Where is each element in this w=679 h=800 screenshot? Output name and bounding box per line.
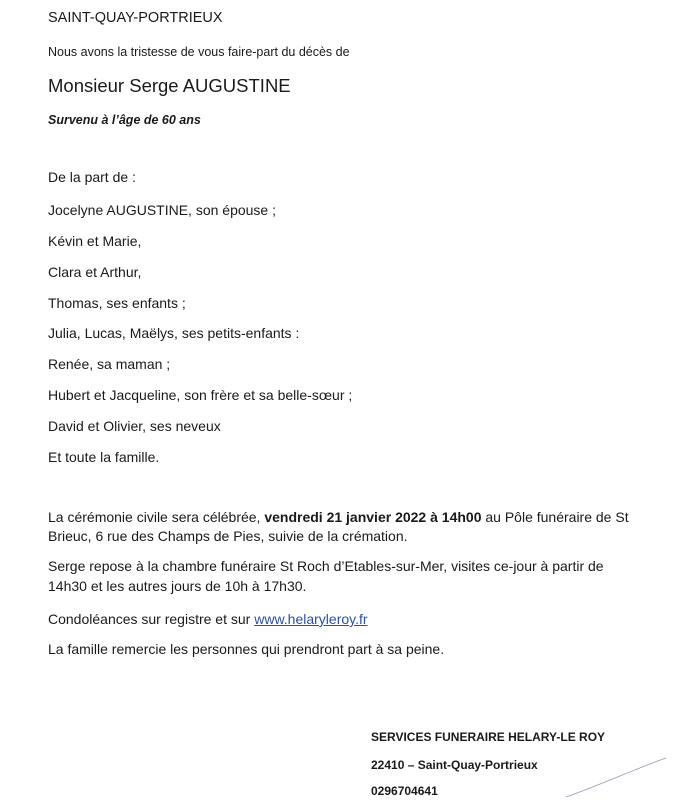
ceremony-suffix: au Pôle funéraire de St bbox=[481, 509, 629, 525]
family-heading: De la part de : bbox=[48, 169, 136, 185]
family-line: Clara et Arthur, bbox=[48, 264, 142, 280]
thanks-line: La famille remercie les personnes qui prendront part à sa peine. bbox=[48, 641, 445, 657]
family-line: Kévin et Marie, bbox=[48, 233, 142, 249]
funeral-service-address: 22410 – Saint-Quay-Portrieux bbox=[371, 758, 538, 772]
scan-mark-stroke bbox=[560, 755, 670, 800]
funeral-service-name: SERVICES FUNERAIRE HELARY-LE ROY bbox=[371, 730, 606, 744]
ceremony-prefix: La cérémonie civile sera célébrée, bbox=[48, 509, 265, 525]
condolences-prefix: Condoléances sur registre et sur bbox=[48, 611, 255, 627]
family-line: Jocelyne AUGUSTINE, son épouse ; bbox=[48, 202, 276, 218]
intro-text: Nous avons la tristesse de vous faire-part du décès de bbox=[48, 45, 350, 59]
family-line: Hubert et Jacqueline, son frère et sa belle-sœur ; bbox=[48, 387, 353, 403]
ceremony-date: vendredi 21 janvier 2022 à 14h00 bbox=[264, 509, 482, 525]
condolences-line bbox=[48, 610, 368, 628]
family-line: Renée, sa maman ; bbox=[48, 356, 171, 372]
ceremony-line-2: Brieuc, 6 rue des Champs de Pies, suivie de la crémation. bbox=[48, 528, 408, 544]
family-line: David et Olivier, ses neveux bbox=[48, 418, 221, 434]
funeral-home-website-link[interactable]: www.helaryleroy.fr bbox=[254, 611, 368, 627]
family-line: Julia, Lucas, Maëlys, ses petits-enfants : bbox=[48, 325, 300, 341]
age-line: Survenu à l’âge de 60 ans bbox=[48, 113, 201, 127]
family-line: Thomas, ses enfants ; bbox=[48, 295, 186, 311]
family-line: Et toute la famille. bbox=[48, 449, 160, 465]
funeral-service-phone: 0296704641 bbox=[371, 784, 438, 798]
visits-line-1: Serge repose à la chambre funéraire St Roch d’Etables-sur-Mer, visites ce-jour à partir de bbox=[48, 558, 604, 574]
visits-line-2: 14h30 et les autres jours de 10h à 17h30. bbox=[48, 578, 307, 594]
deceased-name: Monsieur Serge AUGUSTINE bbox=[48, 75, 291, 96]
ceremony-line-1 bbox=[48, 508, 629, 526]
town-heading: SAINT-QUAY-PORTRIEUX bbox=[48, 10, 223, 26]
